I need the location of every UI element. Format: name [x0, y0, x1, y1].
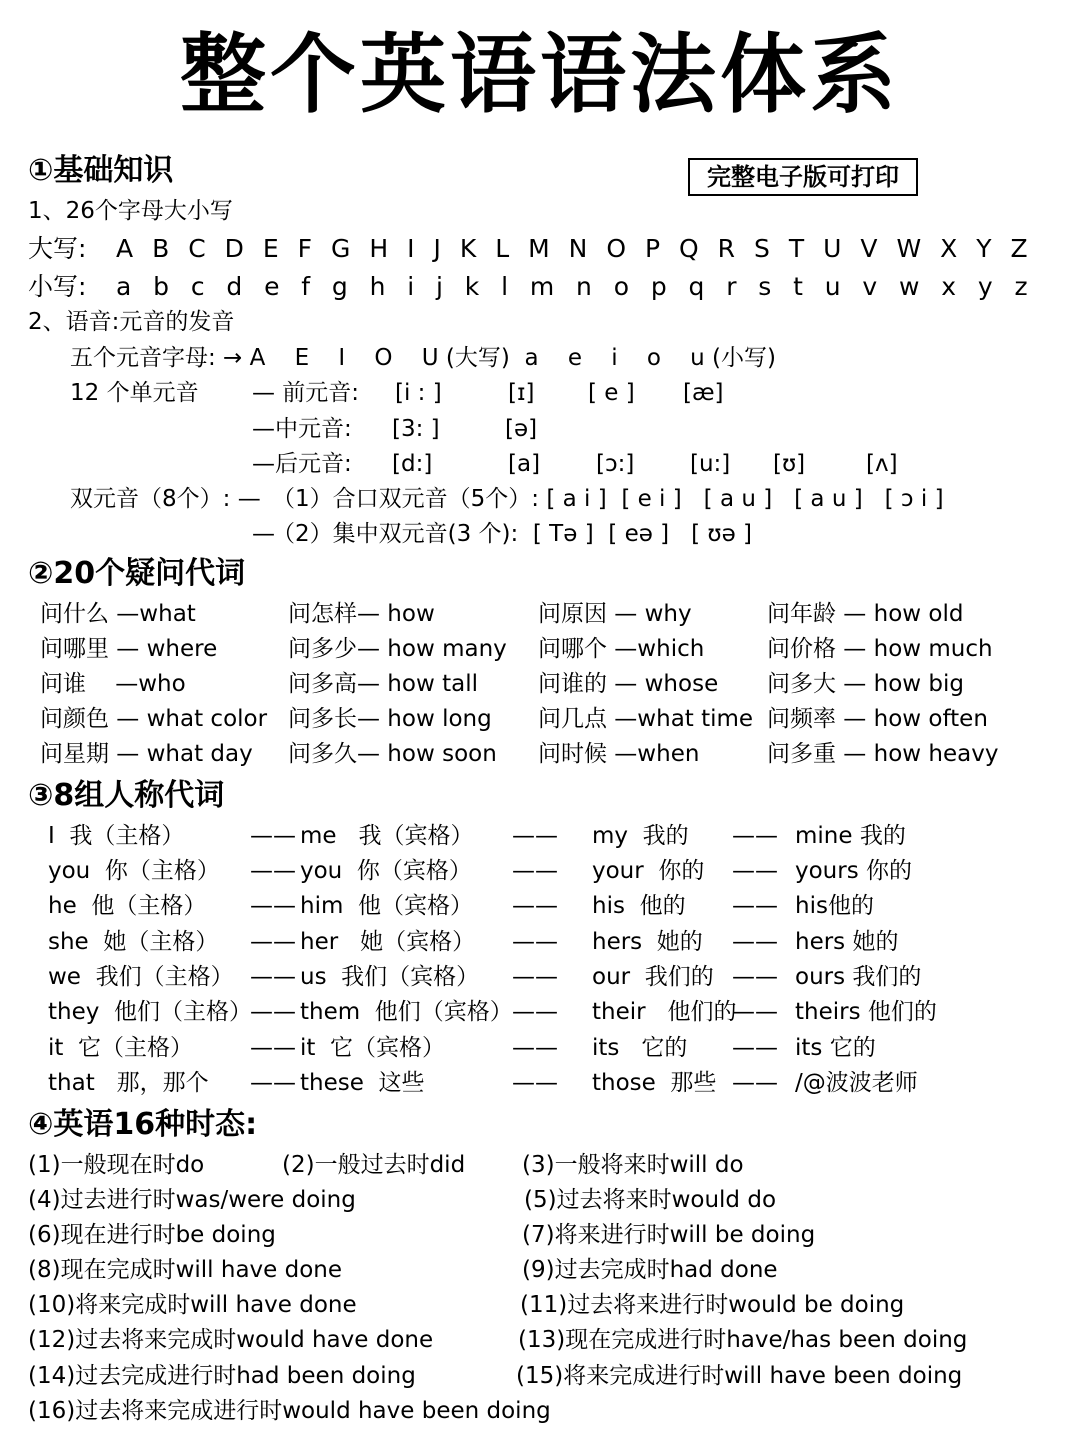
pronoun-dash: —— [732, 929, 778, 955]
pronoun-dash: —— [512, 893, 558, 919]
uppercase-letter: N [568, 234, 588, 263]
pronoun-form: your 你的 [592, 858, 705, 884]
uppercase-letter: E [262, 234, 279, 263]
pronoun-dash: —— [512, 823, 558, 849]
interrogative-item: 问多长— how long [288, 706, 492, 732]
pronoun-form: we 我们（主格） [48, 964, 234, 990]
lowercase-letter: k [464, 272, 480, 301]
pronoun-form: her 她（宾格） [300, 929, 476, 955]
uppercase-letter: U [823, 234, 842, 263]
pronoun-form: these 这些 [300, 1070, 425, 1096]
interrogative-item: 问怎样— how [288, 601, 435, 627]
tense-item: (10)将来完成时will have done [28, 1292, 357, 1318]
central-vowel-label: —中元音: [252, 416, 352, 442]
lowercase-label: 小写: [28, 272, 87, 301]
pronoun-form: us 我们（宾格） [300, 964, 480, 990]
interrogative-item: 问哪里 — where [40, 636, 218, 662]
interrogative-item: 问年龄 — how old [767, 601, 964, 627]
tense-item: (12)过去将来完成时would have done [28, 1327, 434, 1353]
interrogative-item: 问谁 —who [40, 671, 186, 697]
lowercase-letter: o [613, 272, 629, 301]
lowercase-letter: j [436, 272, 443, 301]
pronoun-form: he 他（主格） [48, 893, 207, 919]
five-vowels-line: 五个元音字母: → A E I O U (大写) a e i o u (小写) [70, 345, 777, 371]
pronoun-form: our 我们的 [592, 964, 714, 990]
pronoun-dash: —— [732, 964, 778, 990]
uppercase-row [28, 236, 1028, 264]
front-vowel-label: — 前元音: [252, 380, 360, 406]
lowercase-letters [116, 274, 1028, 299]
lowercase-letter: l [501, 272, 509, 301]
back-vowel-5: [ʊ] [773, 451, 806, 477]
tense-item: (9)过去完成时had done [522, 1257, 778, 1283]
interrogative-item: 问多高— how tall [288, 671, 478, 697]
lowercase-letter: g [331, 272, 348, 301]
pronoun-form: its 它的 [592, 1035, 688, 1061]
pronoun-form: mine 我的 [795, 823, 906, 849]
tense-item: (11)过去将来进行时would be doing [520, 1292, 905, 1318]
lowercase-letter: w [899, 272, 920, 301]
lowercase-letter: n [576, 272, 592, 301]
interrogative-item: 问时候 —when [538, 741, 700, 767]
lowercase-letter: z [1014, 272, 1028, 301]
uppercase-letter: Q [679, 234, 699, 263]
uppercase-letter: Y [976, 234, 992, 263]
pronoun-dash: —— [250, 1035, 296, 1061]
pronoun-dash: —— [250, 964, 296, 990]
uppercase-letter: D [224, 234, 244, 263]
uppercase-letter: W [896, 234, 922, 263]
pronoun-form: their 他们的 [592, 999, 737, 1025]
pronoun-form: hers 她的 [795, 929, 899, 955]
pronoun-dash: —— [732, 999, 778, 1025]
back-vowel-label: —后元音: [252, 451, 352, 477]
uppercase-letter: R [717, 234, 736, 263]
lowercase-letter: r [726, 272, 737, 301]
lowercase-letter: a [116, 272, 132, 301]
back-vowel-2: [a] [508, 451, 541, 477]
interrogative-item: 问哪个 —which [538, 636, 705, 662]
pronoun-dash: —— [732, 823, 778, 849]
pronoun-form: yours 你的 [795, 858, 913, 884]
pronoun-dash: —— [512, 1070, 558, 1096]
pronoun-form: his他的 [795, 893, 874, 919]
lowercase-letter: v [862, 272, 878, 301]
lowercase-letter: b [153, 272, 170, 301]
interrogative-item: 问颜色 — what color [40, 706, 268, 732]
uppercase-letter: J [433, 234, 441, 263]
lowercase-letter: y [977, 272, 993, 301]
section-interrogatives-heading: ②20个疑问代词 [28, 556, 246, 591]
tense-item: (6)现在进行时be doing [28, 1222, 276, 1248]
pronoun-form: you 你（宾格） [300, 858, 472, 884]
section-tenses-heading: ④英语16种时态: [28, 1107, 258, 1142]
back-vowel-3: [ɔ:] [596, 451, 635, 477]
central-vowel-1: [3: ] [392, 416, 440, 442]
pronoun-dash: —— [250, 929, 296, 955]
uppercase-letter: K [459, 234, 477, 263]
back-vowel-4: [u:] [690, 451, 731, 477]
pronoun-form: I 我（主格） [48, 823, 185, 849]
pronoun-form: hers 她的 [592, 929, 703, 955]
monophthong-label: 12 个单元音 [70, 380, 199, 406]
interrogative-item: 问几点 —what time [538, 706, 754, 732]
centering-dash: — [252, 521, 275, 547]
diphthong-label: 双元音（8个）: — [70, 486, 261, 512]
interrogative-item: 问什么 —what [40, 601, 196, 627]
uppercase-letters [116, 236, 1028, 261]
tense-item: (3)一般将来时will do [522, 1152, 744, 1178]
front-vowel-3: [ e ] [588, 380, 635, 406]
tense-item: (8)现在完成时will have done [28, 1257, 343, 1283]
interrogative-item: 问多久— how soon [288, 741, 497, 767]
tense-item: (13)现在完成进行时have/has been doing [518, 1327, 968, 1353]
lowercase-letter: e [264, 272, 280, 301]
central-vowel-2: [ə] [505, 416, 538, 442]
interrogative-item: 问原因 — why [538, 601, 692, 627]
uppercase-letter: M [528, 234, 550, 263]
front-vowel-2: [ɪ] [508, 380, 535, 406]
tense-item: (1)一般现在时do [28, 1152, 205, 1178]
uppercase-letter: H [369, 234, 389, 263]
interrogative-item: 问多大 — how big [767, 671, 964, 697]
pronoun-dash: —— [250, 823, 296, 849]
uppercase-letter: F [297, 234, 313, 263]
uppercase-letter: B [152, 234, 170, 263]
lowercase-letter: c [190, 272, 205, 301]
lowercase-letter: p [650, 272, 667, 301]
lowercase-letter: i [407, 272, 415, 301]
pronoun-form: its 它的 [795, 1035, 876, 1061]
pronoun-form: me 我（宾格） [300, 823, 474, 849]
pronoun-dash: —— [732, 1070, 778, 1096]
interrogative-item: 问多少— how many [288, 636, 507, 662]
front-vowel-1: [i : ] [395, 380, 442, 406]
uppercase-letter: L [495, 234, 510, 263]
pronoun-form: him 他（宾格） [300, 893, 473, 919]
pronoun-form: my 我的 [592, 823, 689, 849]
pronoun-dash: —— [512, 964, 558, 990]
uppercase-letter: S [754, 234, 770, 263]
pronoun-form: his 他的 [592, 893, 686, 919]
interrogative-item: 问星期 — what day [40, 741, 253, 767]
pronoun-dash: —— [512, 1035, 558, 1061]
pronoun-form: them 他们（宾格） [300, 999, 513, 1025]
lowercase-letter: m [529, 272, 555, 301]
pronoun-form: theirs 他们的 [795, 999, 937, 1025]
interrogative-item: 问谁的 — whose [538, 671, 719, 697]
pronoun-dash: —— [250, 858, 296, 884]
lowercase-letter: x [941, 272, 957, 301]
tense-item: (14)过去完成进行时had been doing [28, 1363, 416, 1389]
pronoun-form: it 它（主格） [48, 1035, 194, 1061]
lowercase-letter: f [301, 272, 311, 301]
lowercase-letter: t [793, 272, 803, 301]
uppercase-letter: P [644, 234, 661, 263]
printable-badge: 完整电子版可打印 [688, 158, 918, 196]
pronoun-form: that 那，那个 [48, 1070, 209, 1096]
pronoun-dash: —— [512, 929, 558, 955]
uppercase-letter: I [407, 234, 415, 263]
interrogative-item: 问价格 — how much [767, 636, 993, 662]
back-vowel-6: [ʌ] [866, 451, 898, 477]
pronoun-dash: —— [732, 1035, 778, 1061]
uppercase-letter: V [860, 234, 878, 263]
pronoun-form: those 那些 [592, 1070, 717, 1096]
pronoun-form: /@波波老师 [795, 1070, 918, 1096]
pronoun-form: ours 我们的 [795, 964, 922, 990]
pronoun-form: she 她（主格） [48, 929, 219, 955]
tense-item: (4)过去进行时was/were doing [28, 1187, 356, 1213]
pronoun-form: they 他们（主格） [48, 999, 252, 1025]
lowercase-letter: h [369, 272, 386, 301]
section-pronouns-heading: ③8组人称代词 [28, 778, 225, 813]
interrogative-item: 问多重 — how heavy [767, 741, 999, 767]
page-title: 整个英语语法体系 [180, 25, 900, 125]
pronoun-dash: —— [732, 858, 778, 884]
pronoun-form: it 它（宾格） [300, 1035, 446, 1061]
uppercase-letter: C [188, 234, 206, 263]
pronoun-form: you 你（主格） [48, 858, 220, 884]
uppercase-letter: O [606, 234, 626, 263]
tense-item: (15)将来完成进行时will have been doing [516, 1363, 963, 1389]
tense-item: (2)一般过去时did [282, 1152, 466, 1178]
lowercase-row [28, 274, 1028, 302]
uppercase-letter: A [116, 234, 134, 263]
uppercase-letter: T [788, 234, 805, 263]
back-vowel-1: [d:] [392, 451, 433, 477]
phonetics-heading: 2、语音:元音的发音 [28, 309, 235, 335]
tense-item: (16)过去将来完成进行时would have been doing [28, 1398, 551, 1424]
tense-item: (5)过去将来时would do [524, 1187, 777, 1213]
alphabet-heading: 1、26个字母大小写 [28, 198, 233, 224]
uppercase-label: 大写: [28, 234, 87, 263]
pronoun-dash: —— [250, 1070, 296, 1096]
uppercase-letter: X [940, 234, 958, 263]
centering-diphthongs: （2）集中双元音(3 个): [ Tə ] [ eə ] [ ʊə ] [272, 521, 753, 547]
pronoun-dash: —— [732, 893, 778, 919]
lowercase-letter: d [226, 272, 243, 301]
interrogative-item: 问频率 — how often [767, 706, 988, 732]
pronoun-dash: —— [512, 999, 558, 1025]
uppercase-letter: G [331, 234, 351, 263]
lowercase-letter: q [688, 272, 705, 301]
pronoun-dash: —— [250, 893, 296, 919]
uppercase-letter: Z [1010, 234, 1028, 263]
closing-diphthongs: （1）合口双元音（5个）: [ a i ] [ e i ] [ a u ] [ a u ] [ ɔ i ] [272, 486, 944, 512]
pronoun-dash: —— [512, 858, 558, 884]
front-vowel-4: [æ] [683, 380, 724, 406]
tense-item: (7)将来进行时will be doing [522, 1222, 816, 1248]
section-basics-heading: ①基础知识 [28, 153, 174, 188]
pronoun-dash: —— [250, 999, 296, 1025]
lowercase-letter: s [758, 272, 772, 301]
lowercase-letter: u [824, 272, 841, 301]
